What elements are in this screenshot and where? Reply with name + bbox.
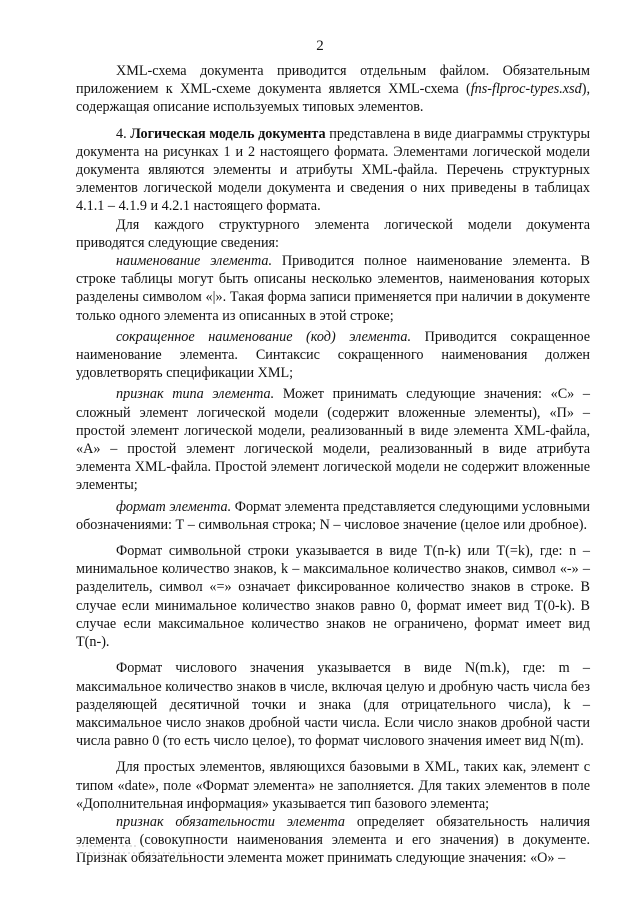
paragraph-element-format: формат элемента. Формат элемента представляется следующими условными обозначениями: Т – символьная строка; N – числовое значение (целое или дробное).: [76, 498, 590, 533]
document-body: [76, 62, 590, 868]
paragraph-element-code: сокращенное наименование (код) элемента. Приводится сокращенное наименование элемента. Синтаксис сокращенного наименования должен удовлетворять спецификации XML;: [76, 328, 591, 382]
term-label: наименование элемента.: [116, 253, 273, 270]
term-label: формат элемента.: [116, 498, 232, 515]
paragraph-element-name: наименование элемента. Приводится полное наименование элемента. В строке таблицы могут быть описаны несколько элементов, наименования которых разделены символом «|». Такая форма записи применяется при наличии в документе только одного элемента из описанных в этой строке;: [76, 253, 590, 324]
paragraph-element-info-intro: Для каждого структурного элемента логической модели документа приводятся следующие сведения:: [76, 216, 590, 251]
paragraph-xml-schema: XML-схема документа приводится отдельным файлом. Обязательным приложением к XML-схеме документа является XML-схема (fns-flproc-types.xsd), содержащая описание используемых типовых элементов.: [76, 63, 590, 116]
paragraph-logical-model: 4. Логическая модель документа представлена в виде диаграммы структуры документа на рисунках 1 и 2 настоящего формата. Элементами логической модели документа являются элементы и атрибуты XML-файла. Перечень структурных элементов логической модели документа и сведения о них приведены в таблицах 4.1.1 – 4.1.9 и 4.2.1 настоящего формата.: [76, 125, 590, 215]
paragraph-base-types: Для простых элементов, являющихся базовыми в XML, таких как, элемент с типом «date», поле «Формат элемента» не заполняется. Для таких элементов в поле «Дополнительная информация» указывается тип базового элемента;: [76, 759, 590, 812]
paragraph-required-flag: признак обязательности элемента определяет обязательность наличия элемента (совокупности наименования элемента и его значения) в документе. Признак обязательности элемента может принимать следующие значения: «О» –: [76, 813, 590, 867]
schema-file-name: fns-flproc-types.xsd: [470, 81, 582, 98]
paragraph-string-format: Формат символьной строки указывается в виде Т(n-k) или Т(=k), где: n – минимальное количество знаков, k – максимальное количество знаков, символ «-» – разделитель, символ «=» означает фиксированное количество знаков в строке. В случае если минимальное количество знаков равно 0, формат имеет вид Т(0-k). В случае если максимальное количество знаков не ограничено, формат имеет вид Т(n-).: [76, 543, 590, 651]
page-number: 2: [316, 38, 324, 54]
faint-stamp: [78, 842, 198, 861]
paragraph-number-format: Формат числового значения указывается в виде N(m.k), где: m – максимальное количество знаков в числе, включая целую и дробную часть числа без разделяющей десятичной точки и знака (для отрицательного числа), k – максимальное число знаков дробной части числа. Если число знаков дробной части числа равно 0 (то есть число целое), то формат числового значения имеет вид N(m).: [76, 660, 590, 750]
term-label: сокращенное наименование (код) элемента.: [116, 328, 412, 345]
term-label: признак обязательности элемента: [116, 813, 346, 830]
paragraph-element-type: признак типа элемента. Может принимать следующие значения: «С» – сложный элемент логической модели (содержит вложенные элементы), «П» – простой элемент логической модели, реализованный в виде элемента XML-файла, «А» – простой элемент логической модели, реализованный в виде атрибута элемента XML-файла. Простой элемент логической модели не содержит вложенные элементы;: [76, 386, 590, 494]
section-heading: Логическая модель документа: [130, 125, 326, 142]
stamp-scribble: [78, 842, 198, 858]
term-label: признак типа элемента.: [116, 386, 275, 403]
